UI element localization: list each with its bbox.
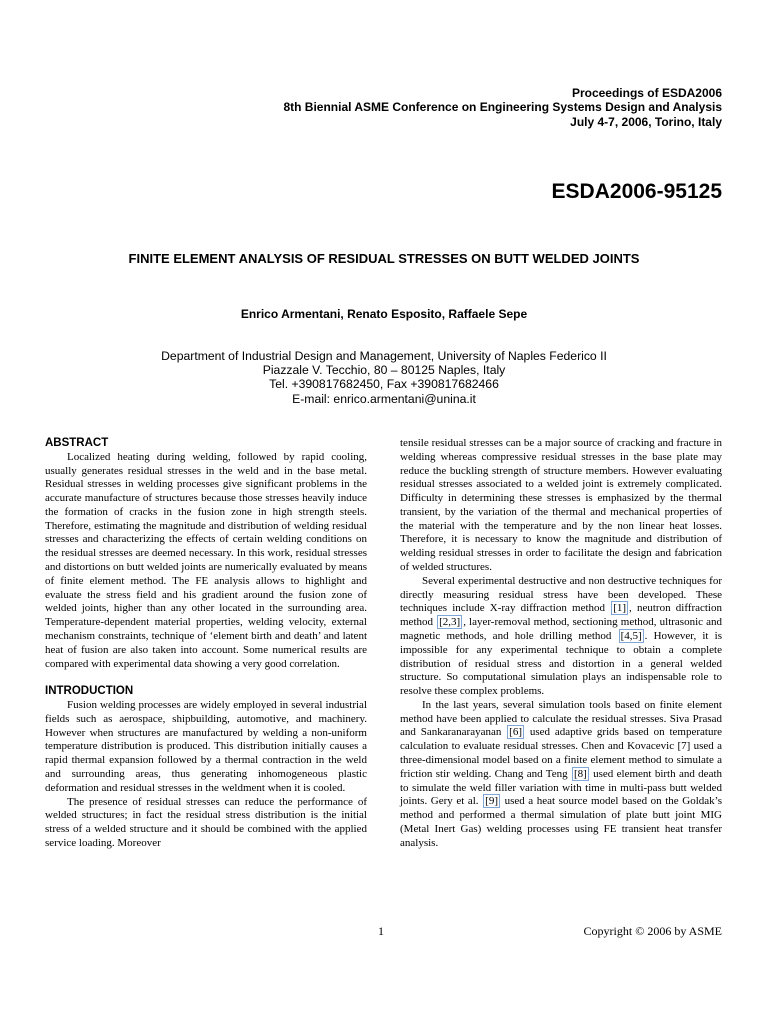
- abstract-text: Localized heating during welding, followed by rapid cooling, usually generates residual stresses in the weld and in the base metal. Residual stresses in welding processes give significant problems in the accurate manufacture of structures because those stresses heavily induce the formation of cracks in the fusion zone in high strength steels. Therefore, estimating the magnitude and distribution of welding residual stresses and characterizing the effects of certain welding conditions on the residual stresses are deemed necessary. In this work, residual stresses and distortions on butt welded joints are numerically evaluated by means of finite element method. The FE analysis allows to highlight and evaluate the stress field and his gradient around the fusion zone of welded joints, higher than any other located in the surrounding area. Temperature-dependent material properties, welding velocity, external mechanism constraints, technique of ‘element birth and death’ and latent heat of fusion are also taken into account. Some numerical results are compared with experimental data showing a very good correlation.: [45, 450, 367, 670]
- citation-link[interactable]: [4,5]: [620, 629, 642, 642]
- affiliation: [40, 349, 728, 406]
- text-span: , layer-removal method, sectioning method, ultrasonic and magnetic methods, and hole drilling method: [400, 616, 722, 642]
- conference-date-place: July 4-7, 2006, Torino, Italy: [570, 114, 722, 129]
- intro-paragraph-2-continued: tensile residual stresses can be a major source of cracking and fracture in welding whereas compressive residual stresses in the base plate may reduce the buckling strength of structure members. However evaluating residual stresses associated to a welded joint is extremely complicated. Difficulty in determining these stresses is emphasized by the thermal transient, by the variation of the thermal and mechanical properties of the material with the temperature and by the non linear heat losses. Therefore, it is necessary to know the magnitude and distribution of welding residual stresses in order to facilitate the design and fabrication of welded structures.: [400, 437, 722, 574]
- paper-title: FINITE ELEMENT ANALYSIS OF RESIDUAL STRESSES ON BUTT WELDED JOINTS: [128, 251, 640, 266]
- affiliation-email: E-mail: enrico.armentani@unina.it: [292, 391, 476, 406]
- conference-name: 8th Biennial ASME Conference on Engineering Systems Design and Analysis: [283, 100, 722, 115]
- intro-paragraph-3: [400, 575, 722, 699]
- text-span: used element birth and death to simulate the weld filler variation with time in multi-pass butt welded joints. Gery et al.: [400, 767, 723, 808]
- text-span: Several experimental destructive and non destructive techniques for directly measuring residual stress have been developed. These techniques include X-ray diffraction method: [400, 574, 722, 615]
- page-number: 1: [378, 924, 384, 938]
- intro-paragraph-1: Fusion welding processes are widely employed in several industrial fields such as aerospace, shipbuilding, automotive, and machinery. However when structures are manufactured by welding a non-uniform temperature distribution is produced. This distribution initially causes a rapid thermal expansion followed by a thermal contraction in the weld and surrounding areas, thus generating inhomogeneous plastic deformation and residual stresses in the weldment when it is cooled.: [45, 699, 367, 794]
- paper-id: ESDA2006-95125: [551, 180, 722, 203]
- citation-link[interactable]: [9]: [485, 795, 498, 808]
- proceedings-title: Proceedings of ESDA2006: [571, 86, 722, 100]
- text-span: used a heat source model based on the Goldak’s method and performed a thermal simulation of plate butt joint MIG (Metal Inert Gas) welding processes using FE transient heat transfer analysis.: [400, 795, 722, 849]
- abstract-heading: ABSTRACT: [45, 437, 109, 449]
- text-span: . However, it is impossible for any experimental technique to obtain a complete distribution of residual stress and distortion in a general welded structure. So computational simulation plays an indispensable role to resolve these complex problems.: [400, 629, 722, 698]
- intro-paragraph-4: [400, 699, 722, 851]
- introduction-heading: INTRODUCTION: [45, 685, 134, 698]
- copyright-notice: Copyright © 2006 by ASME: [583, 924, 722, 938]
- affiliation-address: Piazzale V. Tecchio, 80 – 80125 Naples, Italy: [262, 363, 506, 378]
- citation-link[interactable]: [8]: [573, 767, 587, 780]
- right-column: [400, 437, 722, 850]
- text-span: used adaptive grids based on temperature calculation to evaluate residual stresses. Chen and Kovacevic [7] used a three-dimensional model based on a finite element method to simulate a friction stir welding. Chang and Teng: [400, 726, 722, 780]
- proceedings-header: [162, 86, 722, 129]
- intro-paragraph-2: The presence of residual stresses can reduce the performance of welded structures; in fact the residual stress distribution is the initial stress of a welded structure and it should be combined with the applied service loading. Moreover: [45, 795, 367, 849]
- text-span: In the last years, several simulation tools based on finite element method have been applied to calculate the residual stresses. Siva Prasad and Sankaranarayanan: [400, 698, 722, 739]
- left-column: [45, 437, 367, 851]
- affiliation-phone: Tel. +390817682450, Fax +390817682466: [269, 377, 499, 392]
- text-span: , neutron diffraction method: [400, 602, 722, 629]
- citation-link[interactable]: [2,3]: [439, 616, 461, 629]
- authors: Enrico Armentani, Renato Esposito, Raffaele Sepe: [240, 307, 528, 321]
- citation-link[interactable]: [1]: [613, 602, 627, 615]
- citation-link[interactable]: [6]: [509, 726, 522, 739]
- affiliation-department: Department of Industrial Design and Management, University of Naples Federico II: [161, 349, 607, 363]
